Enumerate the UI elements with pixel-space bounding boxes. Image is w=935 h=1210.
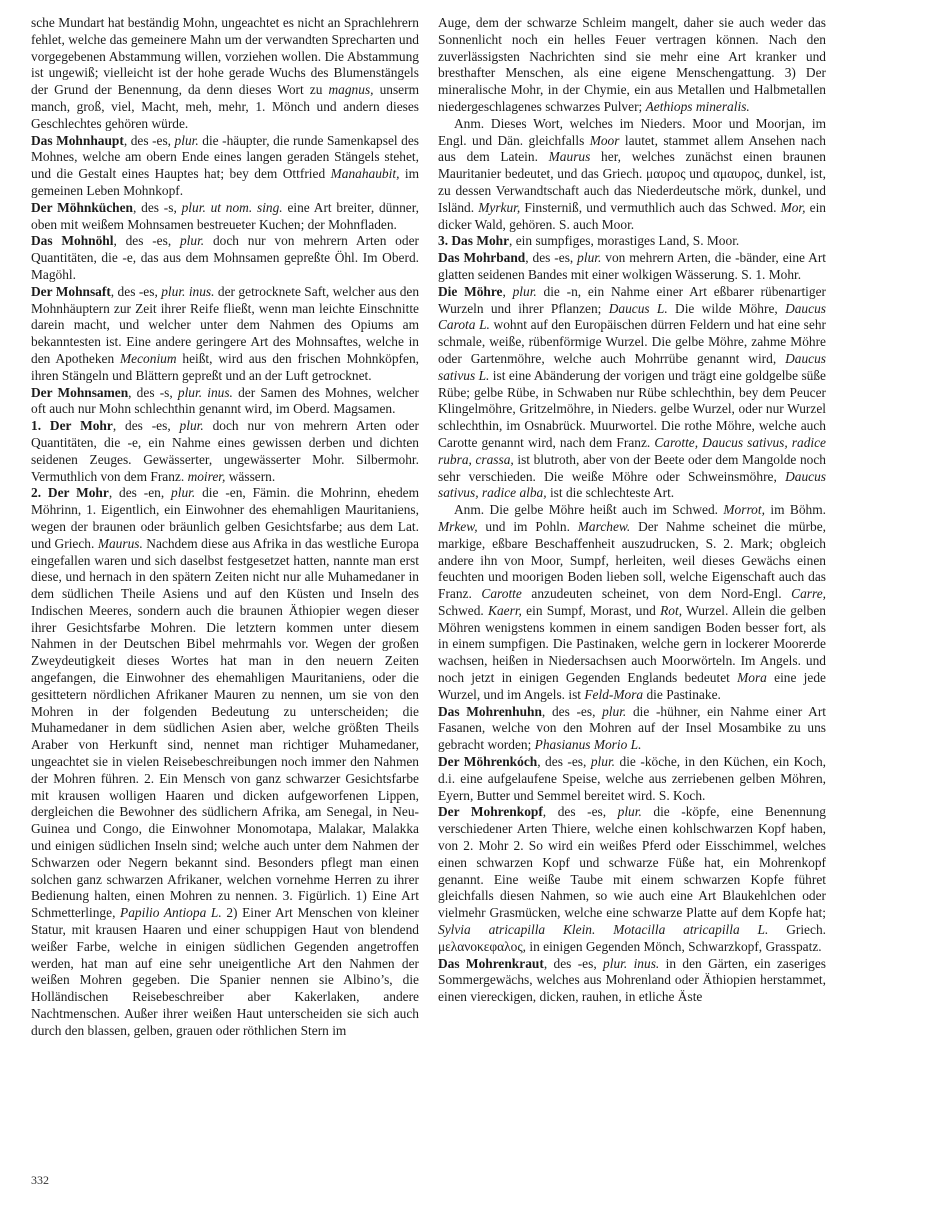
entry-text: Die wilde Möhre, — [667, 300, 786, 316]
entry-text: im Böhm. — [764, 502, 827, 518]
headword: 1. Der Mohr — [31, 418, 113, 434]
entry-text: Anm. Die gelbe Möhre heißt auch im Schwed. — [454, 502, 724, 518]
headword: Der Möhrenkóch — [438, 754, 538, 770]
headword: Das Mohrenkraut — [438, 955, 544, 971]
entry-text: her, welches zunächst einen braunen Mauritanier bedeutet, und das Griech. μαυρος und αμαυρος, dunkel, ist, zu dessen Verwandtschaft auch das Niederdeutsche mörk, dunkel, und Isländ. — [438, 149, 826, 215]
headword: Das Mohrband — [438, 250, 526, 266]
italic-term: Carre, — [791, 586, 826, 602]
italic-term: Moor — [589, 132, 620, 148]
entry-text: die -hühner, ein Nahme einer Art Fasanen, welche von den Mohren auf der Insel Mosambike zu uns gebracht worden; — [438, 703, 827, 753]
entry-text: , — [502, 283, 513, 299]
entry-text: Griech. μελανοκεφαλος, in einigen Gegenden Mönch, Schwarzkopf, Grasspatz. — [438, 922, 826, 954]
entry-text: wohnt auf den Europäischen dürren Feldern und hat eine sehr schmale, weiße, rübenförmige Wurzel. Die gelbe Möhre, zahme Möhre oder Gartenmöhre, welche auch Mohrrübe genannt wird, — [438, 317, 826, 366]
italic-term: Daucus sativus L. — [438, 350, 826, 383]
entry-text: , des -es, — [112, 418, 180, 434]
italic-term: moirer, — [187, 468, 226, 484]
entry-paragraph — [438, 804, 826, 955]
entry-paragraph — [31, 418, 419, 485]
italic-term: Sylvia atricapilla Klein. Motacilla atricapilla L. — [438, 922, 769, 938]
italic-term: magnus, — [328, 82, 374, 98]
entry-paragraph — [438, 116, 826, 234]
entry-paragraph — [438, 233, 826, 250]
entry-text: doch nur von mehrern Arten oder Quantitäten, die -e, das aus dem Mohnsamen gepreßte Öhl. Im Oberd. Magöhl. — [31, 233, 419, 282]
entry-text: doch nur von mehrern Arten oder Quantitäten, die -e, ein Nahme eines gewissen derben und dichten seidenen Zeuges. Gewässerter, ungewässerter Mohr. Silbermohr. Vermuthlich von dem Franz. — [31, 418, 419, 484]
entry-text: Anm. Dieses Wort, welches im Nieders. Moor und Moorjan, im Engl. und Dän. gleichfalls — [438, 115, 826, 148]
italic-term: Daucus sativus, radice alba, — [438, 468, 826, 501]
entry-paragraph — [438, 502, 826, 704]
entry-paragraph — [438, 754, 826, 804]
italic-term: plur. — [617, 804, 642, 820]
entry-paragraph — [31, 15, 419, 133]
italic-term: plur. inus. — [177, 384, 233, 400]
entry-text: der Samen des Mohnes, welcher oft auch nur Mohn schlechthin genannt wird, im Oberd. Magsamen. — [31, 384, 420, 417]
headword: Das Mohnhaupt — [31, 132, 124, 148]
entry-text: , des -es, — [123, 132, 175, 148]
left-column — [31, 15, 419, 1040]
italic-term: Phasianus Morio L. — [534, 737, 642, 753]
entry-text: die -häupter, die runde Samenkapsel des Mohnes, welche am obern Ende eines langen geraden Stängels stehet, und die Gestalt eines Hauptes hat; bey dem Ottfried — [31, 132, 419, 182]
entry-text: , des -en, — [108, 485, 172, 501]
entry-text: die -n, ein Nahme einer Art eßbarer rübenartiger Wurzeln und ihrer Pflanzen; — [438, 283, 826, 316]
entry-text: die -en, Fämin. die Mohrinn, ehedem Möhrinn, 1. Eigentlich, ein Einwohner des ehemahligen Mauritaniens, wegen der braunen oder bräunlich gelben Gesichtsfarbe; aus dem Lat. und Griech. — [31, 485, 419, 551]
headword: Der Mohnsaft — [31, 283, 111, 299]
entry-text: ist eine Abänderung der vorigen und trägt eine goldgelbe süße Rübe; gelbe Rübe, in Schwaben nur Rübe schlechthin, bey dem Peucer Klingelmöhre, Gritzelmöhre, in Nieders. gelbe Wurzel, oder nur Wurzel schlechthin, im Osnabrück. Muurwortel. Die rothe Möhre, welche auch Carotte genannt wird, nach dem Franz. — [438, 367, 826, 450]
italic-term: plur. — [590, 754, 616, 770]
italic-term: plur. — [577, 250, 602, 266]
entry-paragraph — [438, 250, 826, 284]
entry-paragraph — [31, 200, 419, 234]
italic-term: plur. ut nom. sing. — [181, 199, 283, 215]
headword: Die Möhre — [438, 283, 503, 299]
entry-text: die Pastinake. — [643, 686, 721, 702]
entry-text: ist blutroth, aber von der Beete oder dem Mangolde noch sehr verschieden. Die weiße Möhre oder Schweinsmöhre, — [438, 451, 826, 484]
entry-text: eine Art breiter, dünner, oben mit weißem Mohnsamen bestreueter Kuchen; der Mohnfladen. — [31, 199, 419, 232]
italic-term: plur. — [602, 703, 627, 719]
italic-term: Daucus L. — [608, 300, 668, 316]
italic-term: Morrot, — [723, 502, 765, 518]
italic-term: Aethiops mineralis. — [645, 98, 750, 114]
entry-text: im gemeinen Leben Mohnkopf. — [31, 166, 419, 198]
italic-term: plur. — [179, 233, 205, 249]
entry-text: , des -es, — [543, 955, 604, 971]
entry-paragraph — [438, 704, 826, 754]
headword: 3. Das Mohr — [438, 233, 510, 249]
entry-text: die -köche, in den Küchen, ein Koch, d.i. eine aufgelaufene Speise, welche aus zerriebenen gelben Möhren, Eyern, Butter und Semmel bereitet wird. S. Koch. — [438, 754, 827, 803]
entry-text: heißt, wird aus den frischen Mohnköpfen, ihren Stängeln und Blättern gepreßt und an der Luft getrocknet. — [31, 350, 420, 383]
entry-text: Nachdem diese aus Afrika in das westliche Europa eingefallen waren und sich daselbst festgesetzet hatten, nannte man erst diese, und hernach in den spätern Zeiten nicht nur alle Muhamedaner in dem südlichen Theile Asiens und auf den Küsten und Inseln des Indischen Meeres, sondern auch die braunen Äthiopier wegen dieser ihrer Gesichtsfarbe Mohren. Die letztern kommen unter diesem Nahmen in der Deutschen Bibel mehrmahls vor. Wegen der großen Zweydeutigkeit dieses Wortes hat man in den neuern Zeiten angefangen, die Einwohner des ehemahligen Mauritaniens, oder die gesittetern nördlichen Afrikaner Mauren zu nennen, um sie von den Mohren in der folgenden Bedeutung zu unterscheiden; die Muhamedaner in dem südlichen Asien aber, welche größten Theils Araber von Herkunft sind, nennet man richtiger Muhamedaner, ungeachtet sie in vielen Reisebeschreibungen noch immer den Nahmen der Mohren führen. 2. Ein Mensch von ganz schwarzer Gesichtsfarbe mit krausen wolligen Haaren und dicken aufgeworfenen Lippen, dergleichen die Bewohner des südlichern Afrika, am Senegal, in Neu-Guinea und Congo, die Einwohner Monomotapa, Malakar, Malakka und einigen südlichen Inseln sind; welche auch unter dem Nahmen der Schwarzen oder Negern bekannt sind. Besonders pflegt man einen solchen ganz schwarzen Afrikaner, welchen vornehme Herren zu ihrer Bedienung halten, einen Mohren zu nennen. 3. Figürlich. 1) Eine Art Schmetterlinge, — [31, 535, 419, 921]
entry-text: in den Gärten, ein zaseriges Sommergewächs, welches aus Mohrenland oder Äthiopien herstammet, einen viereckigen, dicken, rauhen, in etliche Äste — [438, 955, 827, 1005]
italic-term: plur. inus. — [161, 283, 215, 299]
entry-text: wässern. — [225, 468, 276, 484]
entry-text: der getrocknete Saft, welcher aus den Mohnhäuptern zur Zeit ihrer Reife fließt, wenn man leichte Einschnitte darein macht, und welcher unter dem Nahmen des Opiums am bekanntesten ist. Eine andere geringere Art des Mohnsaftes, welche in den Apotheken — [31, 283, 420, 366]
italic-term: Mor, — [780, 199, 806, 215]
entry-paragraph — [438, 284, 826, 502]
italic-term: Maurus — [548, 149, 591, 165]
entry-text: die -köpfe, eine Benennung verschiedener Arten Thiere, welche einen kohlschwarzen Kopf haben, von 2. Mohr 2. So wird ein weißes Pferd oder Eisschimmel, welches einen schwarzen Kopf und schwarze Füße hat, ein Mohrenkopf genannt. Eine weiße Taube mit einem schwarzen Kopfe führet gleichfalls diesen Nahmen, so wie auch eine Art Blaukehlchen oder vielmehr Grasmücken, welche eine schwarze Platte auf dem Kopfe hat; — [438, 804, 827, 921]
italic-term: Feld-Mora — [584, 686, 644, 702]
entry-text: , des -es, — [525, 250, 578, 266]
entry-text: sche Mundart hat beständig Mohn, ungeachtet es nicht an Sprachlehrern fehlet, welche das gemeinere Mahn um der verwandten Sprecharten und vorgegebenen Abstammung willen, vorziehen wollen. Die Abstammung ist ungewiß; vielleicht ist der hohe gerade Wuchs des Blumenstängels der Grund der Benennung, da denn dieses Wort zu — [31, 15, 419, 98]
italic-term: Papilio Antiopa L. — [120, 905, 222, 921]
italic-term: Carotte — [481, 586, 522, 602]
headword: 2. Der Mohr — [31, 485, 109, 501]
entry-text: , des -es, — [542, 804, 618, 820]
entry-text: Der Nahme scheinet die mürbe, markige, eßbare Beschaffenheit auszudrucken, S. 2. Mark; obgleich andere ihn von Moor, Sumpf, herleiten, weil dieses Gewächs einen feuchten und moorigen Boden lieben soll, welche Eigenschaft auch das Franz. — [438, 518, 826, 602]
italic-term: plur. — [171, 485, 196, 501]
italic-term: plur. — [179, 418, 204, 434]
entry-paragraph — [31, 385, 419, 419]
entry-text: und im Pohln. — [477, 518, 578, 534]
entry-text: , des -es, — [110, 283, 162, 299]
entry-text: Finsterniß, und vermuthlich auch das Schwed. — [520, 199, 781, 215]
entry-text: eine jede Wurzel, und im Angels. ist — [438, 670, 826, 702]
entry-text: von mehrern Arten, die -bänder, eine Art glatten seidenen Bandes mit einer wolkigen Wässerung. S. 1. Mohr. — [438, 250, 827, 282]
italic-term: Maurus. — [97, 535, 143, 551]
entry-text: , des -es, — [541, 703, 603, 719]
entry-text: ein Sumpf, Morast, und — [521, 602, 661, 618]
entry-text: Wurzel. Allein die gelben Möhren wenigstens kommen in einem sandigen Boden besser fort, als in einem sumpfigen. Die Pastinaken, welche gern in lockerer Moorerde wachsen, heißen in Niedersachsen auch Moorwörteln. Im Angels. und noch jetzt in einigen Gegenden Englands bedeutet — [438, 602, 826, 686]
entry-paragraph — [31, 233, 419, 283]
entry-text: Auge, dem der schwarze Schleim mangelt, daher sie auch weder das Sonnenlicht noch ein helles Feuer vertragen können. Nach den zuverlässigsten Nachrichten sind sie mehr eine Art kranker und bresthafter Menschen, als eine eigene Menschengattung. 3) Der mineralische Mohr, in der Chymie, ein aus Metallen und Halbmetallen niedergeschlagenes schwarzes Pulver; — [438, 15, 826, 114]
page-number: 332 — [31, 1173, 49, 1187]
italic-term: plur. inus. — [603, 955, 660, 971]
entry-paragraph — [31, 133, 419, 200]
entry-text: 2) Einer Art Menschen von kleiner Statur, mit krausen Haaren und einer schuppigen Haut von blendend weißer Farbe, welche in einigen südlichen Gegenden angetroffen werden, hat man auf eine sehr uneigentliche Art den Nahmen der weißen Mohren gegeben. Die Spanier nennen sie Albino’s, die Holländischen Reisebeschreiber aber Kakerlaken, andere Nachtmenschen. Außer ihrer weißen Haut unterscheiden sie sich auch durch den blassen, gelben, grauen oder röthlichen Stern im — [31, 905, 419, 1038]
italic-term: Mora — [737, 670, 767, 686]
headword: Das Mohnöhl — [31, 233, 114, 249]
italic-term: plur. — [174, 132, 199, 148]
entry-text: , des -s, — [128, 384, 178, 400]
italic-term: Marchew. — [577, 518, 631, 534]
right-column — [438, 15, 826, 1006]
headword: Das Mohrenhuhn — [438, 703, 542, 719]
italic-term: Mrkew, — [438, 518, 478, 534]
italic-term: Manahaubit, — [330, 166, 400, 182]
entry-text: , des -s, — [133, 199, 182, 215]
italic-term: Daucus Carota L. — [438, 300, 826, 333]
italic-term: Myrkur, — [478, 199, 521, 215]
entry-paragraph — [438, 15, 826, 116]
entry-paragraph — [438, 956, 826, 1006]
italic-term: Carotte, Daucus sativus, radice rubra, crassa, — [438, 434, 826, 467]
italic-term: plur. — [512, 283, 537, 299]
entry-paragraph — [31, 284, 419, 385]
entry-text: unserm manch, groß, viel, Macht, meh, mehr, 1. Mönch und andern dieses Geschlechtes gehören würde. — [31, 82, 419, 131]
entry-text: ein dicker Wald, gehören. S. auch Moor. — [438, 199, 827, 232]
entry-text: ist die schlechteste Art. — [546, 485, 675, 501]
entry-text: , ein sumpfiges, morastiges Land, S. Moor. — [509, 233, 740, 249]
italic-term: Rot, — [660, 602, 683, 618]
headword: Der Mohnsamen — [31, 384, 129, 400]
italic-term: Meconium — [120, 350, 177, 366]
entry-text: lautet, stammet allem Ansehen nach aus dem Latein. — [438, 132, 826, 165]
entry-text: anzudeuten scheinet, von dem Nord-Engl. — [521, 586, 792, 602]
entry-paragraph — [31, 485, 419, 1039]
headword: Der Mohrenkopf — [438, 804, 543, 820]
entry-text: Schwed. — [438, 602, 489, 618]
entry-text: , des -es, — [537, 754, 591, 770]
headword: Der Möhnküchen — [31, 199, 134, 215]
italic-term: Kaerr, — [488, 602, 522, 618]
entry-text: , des -es, — [113, 233, 180, 249]
